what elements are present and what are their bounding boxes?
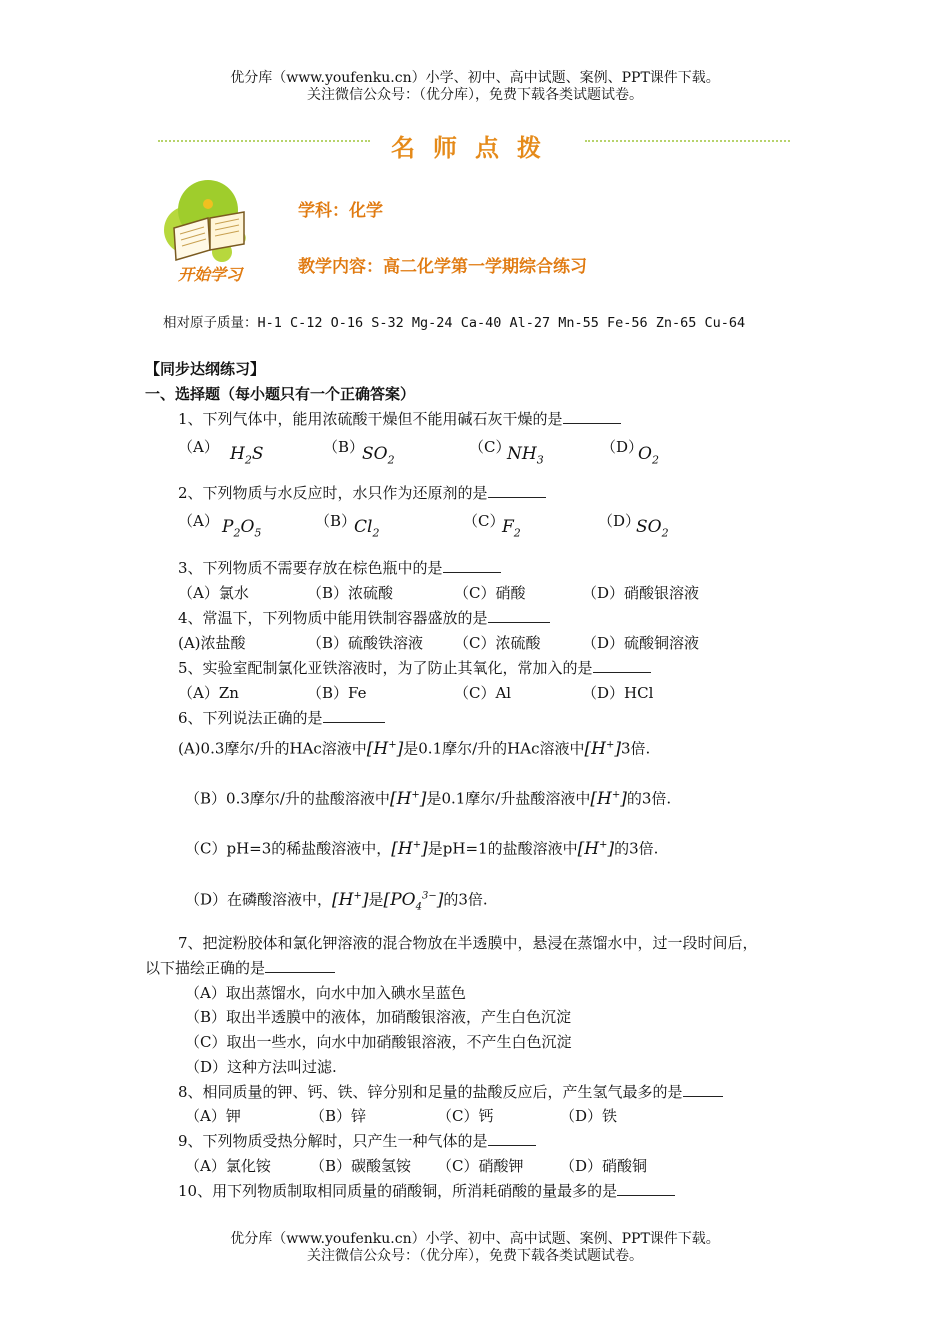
h-ion-bracket: [H+] <box>332 889 369 910</box>
q2-formula-b: $Cl_2$ <box>354 517 380 540</box>
q2-stem: 2、下列物质与水反应时，水只作为还原剂的是 <box>178 483 546 503</box>
q4-option-b: （B）硫酸铁溶液 <box>307 634 424 652</box>
content-line: 教学内容：高二化学第一学期综合练习 <box>298 257 587 277</box>
q1-option-d: （D） <box>601 438 644 456</box>
q7-stem-line-2: 以下描绘正确的是 <box>145 958 335 978</box>
q1-formula-b: $SO_2$ <box>362 444 395 467</box>
q9-option-d: （D）硝酸铜 <box>560 1157 648 1175</box>
section-title: 【同步达纲练习】 <box>145 360 266 378</box>
subject-line: 学科：化学 <box>298 201 383 221</box>
h-ion-bracket: [H+] <box>577 838 615 859</box>
h-ion-bracket: [H+] <box>584 738 621 759</box>
q2-option-d: （D） <box>598 512 641 530</box>
banner-title: 名师点拨 <box>391 134 559 162</box>
q2-option-a: （A） <box>178 512 219 530</box>
q7-option-c: （C）取出一些水，向水中加硝酸银溶液，不产生白色沉淀 <box>185 1033 572 1051</box>
atomic-mass-line: 相对原子质量：H-1 C-12 O-16 S-32 Mg-24 Ca-40 Al-27 Mn-55 Fe-56 Zn-65 Cu-64 <box>163 315 746 331</box>
q4-option-a: (A)浓盐酸 <box>178 634 246 652</box>
q4-option-c: （C）浓硫酸 <box>454 634 541 652</box>
q8-option-b: （B）锌 <box>310 1107 367 1125</box>
q8-option-c: （C）钙 <box>437 1107 494 1125</box>
q8-stem: 8、相同质量的钾、钙、铁、锌分别和足量的盐酸反应后，产生氢气最多的是 <box>178 1082 723 1102</box>
q5-option-d: （D）HCl <box>582 684 654 702</box>
q7-option-b: （B）取出半透膜中的液体，加硝酸银溶液，产生白色沉淀 <box>185 1008 572 1026</box>
q9-option-b: （B）碳酸氢铵 <box>310 1157 412 1175</box>
q1-formula-a: $H_2S$ <box>230 444 264 467</box>
h-ion-bracket: [H+] <box>366 738 404 759</box>
header-line-1: 优分库（www.youfenku.cn）小学、初中、高中试题、案例、PPT课件下载。 <box>230 70 720 86</box>
header-line-2: 关注微信公众号：（优分库），免费下载各类试题试卷。 <box>307 87 643 103</box>
q2-option-c: （C） <box>463 512 505 530</box>
q3-option-b: （B）浓硫酸 <box>307 584 394 602</box>
q3-stem: 3、下列物质不需要存放在棕色瓶中的是 <box>178 558 501 578</box>
phosphate-ion-bracket: $[PO_4^{3-}]$ <box>383 889 444 913</box>
q3-option-d: （D）硝酸银溶液 <box>582 584 700 602</box>
q8-option-a: （A）钾 <box>185 1107 241 1125</box>
q7-stem-line-1: 7、把淀粉胶体和氯化钾溶液的混合物放在半透膜中，悬浸在蒸馏水中，过一段时间后， <box>178 934 758 952</box>
logo-caption: 开始学习 <box>178 265 243 284</box>
q1-option-c: （C） <box>469 438 511 456</box>
q6-option-b: （B）0.3摩尔/升的盐酸溶液中[H+]是0.1摩尔/升盐酸溶液中[H+]的3倍. <box>185 788 672 809</box>
banner-right-dots <box>585 140 790 142</box>
q4-stem: 4、常温下，下列物质中能用铁制容器盛放的是 <box>178 608 550 628</box>
q6-option-a: (A)0.3摩尔/升的HAc溶液中[H+]是0.1摩尔/升的HAc溶液中[H+]3倍. <box>178 738 651 759</box>
q6-stem: 6、下列说法正确的是 <box>178 708 385 728</box>
q1-option-b: （B） <box>323 438 365 456</box>
h-ion-bracket: [H+] <box>590 788 627 809</box>
q9-stem: 9、下列物质受热分解时，只产生一种气体的是 <box>178 1131 536 1151</box>
q8-option-d: （D）铁 <box>560 1107 618 1125</box>
footer-line-2: 关注微信公众号：（优分库），免费下载各类试题试卷。 <box>307 1248 643 1264</box>
q1-option-a: （A） <box>178 438 219 456</box>
banner-left-dots <box>158 140 370 142</box>
q2-formula-c: $F_2$ <box>502 517 521 540</box>
h-ion-bracket: [H+] <box>391 838 428 859</box>
q9-option-c: （C）硝酸钾 <box>437 1157 524 1175</box>
q2-option-b: （B） <box>315 512 357 530</box>
q5-option-b: （B）Fe <box>307 684 367 702</box>
q2-formula-d: $SO_2$ <box>636 517 669 540</box>
q3-option-c: （C）硝酸 <box>454 584 526 602</box>
q5-option-a: （A）Zn <box>178 684 239 702</box>
q9-option-a: （A）氯化铵 <box>185 1157 271 1175</box>
q5-option-c: （C）Al <box>454 684 512 702</box>
footer-line-1: 优分库（www.youfenku.cn）小学、初中、高中试题、案例、PPT课件下载。 <box>230 1231 720 1247</box>
q3-option-a: （A）氯水 <box>178 584 249 602</box>
h-ion-bracket: [H+] <box>389 788 427 809</box>
q1-stem: 1、下列气体中，能用浓硫酸干燥但不能用碱石灰干燥的是 <box>178 409 621 429</box>
q1-formula-c: $NH_3$ <box>507 444 544 467</box>
q6-option-c: （C）pH=3的稀盐酸溶液中，[H+]是pH=1的盐酸溶液中[H+]的3倍. <box>185 838 659 859</box>
q7-option-d: （D）这种方法叫过滤. <box>185 1058 337 1076</box>
q7-option-a: （A）取出蒸馏水，向水中加入碘水呈蓝色 <box>185 984 466 1002</box>
q10-stem: 10、用下列物质制取相同质量的硝酸铜，所消耗硝酸的量最多的是 <box>178 1181 675 1201</box>
q4-option-d: （D）硫酸铜溶液 <box>582 634 700 652</box>
q1-formula-d: $O_2$ <box>638 444 659 467</box>
part-title: 一、选择题（每小题只有一个正确答案） <box>145 385 416 403</box>
q6-option-d: （D）在磷酸溶液中，[H+]是$[PO_4^{3-}]$的3倍. <box>185 889 488 913</box>
q2-formula-a: $P_2O_5$ <box>222 517 262 540</box>
q5-stem: 5、实验室配制氯化亚铁溶液时，为了防止其氧化，常加入的是 <box>178 658 651 678</box>
